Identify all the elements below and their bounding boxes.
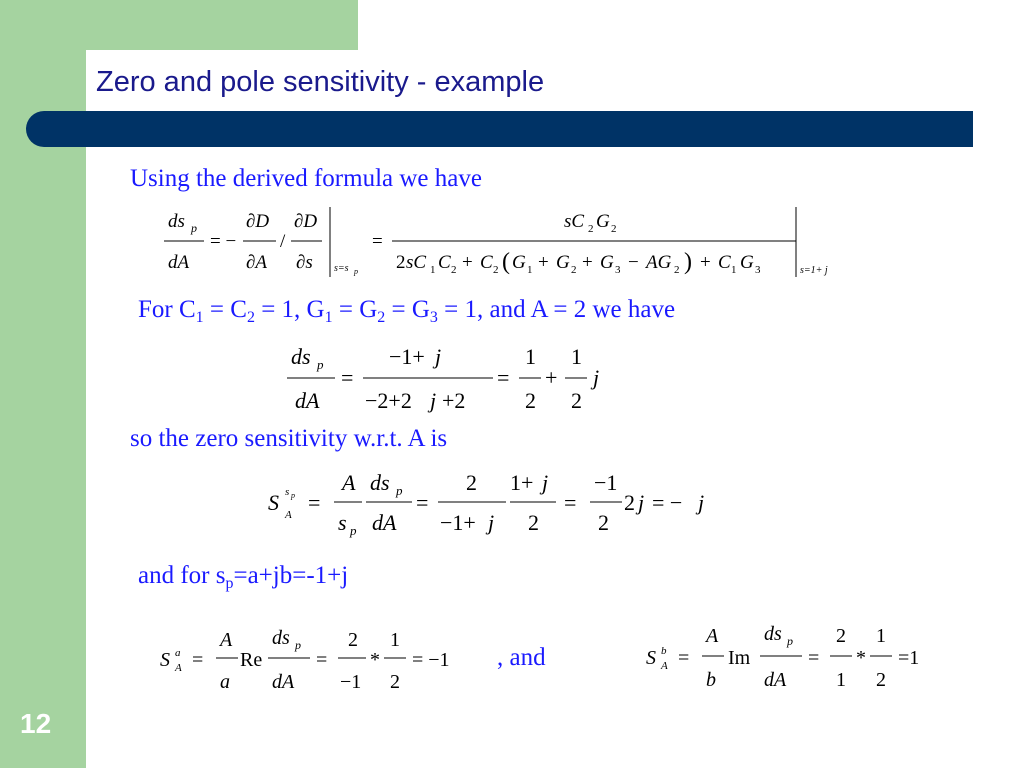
svg-text:C: C (718, 252, 731, 273)
svg-text:=: = (497, 365, 510, 390)
svg-text:G: G (740, 252, 754, 273)
svg-text:C: C (480, 252, 493, 273)
svg-text:−1: −1 (340, 671, 362, 693)
svg-text:b: b (661, 645, 667, 657)
svg-text:A: A (661, 660, 668, 672)
svg-text:G: G (596, 211, 610, 232)
svg-text:2: 2 (611, 223, 617, 235)
svg-text:+: + (582, 252, 593, 273)
svg-text:1+: 1+ (510, 470, 534, 495)
svg-text:p: p (295, 638, 301, 652)
svg-text:ds: ds (168, 211, 185, 232)
svg-text:j: j (435, 344, 442, 369)
svg-text:=: = (416, 490, 429, 515)
svg-text:p: p (291, 491, 295, 500)
svg-text:a: a (220, 671, 230, 693)
equation-sensitivity-a (158, 624, 468, 705)
svg-text:+: + (545, 365, 558, 390)
svg-text:dA: dA (168, 252, 190, 273)
svg-text:2: 2 (528, 510, 539, 535)
svg-text:dA: dA (295, 388, 320, 413)
svg-text:2: 2 (493, 264, 499, 276)
svg-text:sC: sC (564, 211, 585, 232)
svg-text:=: = (678, 647, 690, 669)
svg-text:2: 2 (396, 252, 406, 273)
svg-text:−1+: −1+ (389, 344, 425, 369)
svg-text:ds: ds (291, 344, 311, 369)
pole-definition-text: and for $s_p=a+jb=-1+j$ (138, 562, 349, 592)
svg-text:p: p (354, 267, 358, 276)
svg-text:b: b (706, 669, 716, 691)
svg-text:=: = (341, 365, 354, 390)
svg-text:∂A: ∂A (246, 252, 267, 273)
svg-text:+: + (462, 252, 473, 273)
svg-text:=: = (564, 490, 577, 515)
svg-text:=1: =1 (898, 647, 920, 669)
svg-text:p: p (317, 357, 324, 372)
svg-text:j: j (542, 470, 549, 495)
equation-sensitivity-b (644, 620, 944, 701)
slide-title: Zero and pole sensitivity - example (96, 66, 545, 98)
svg-text:(: ( (502, 249, 510, 275)
svg-text:2: 2 (836, 625, 846, 647)
svg-text:2: 2 (571, 264, 577, 276)
svg-text:1: 1 (876, 625, 886, 647)
svg-text:A: A (220, 629, 233, 651)
svg-text:AG: AG (646, 252, 672, 273)
svg-text:=: = (308, 490, 321, 515)
page-number: 12 (20, 708, 52, 739)
svg-text:A: A (175, 662, 182, 674)
svg-text:∂D: ∂D (294, 211, 318, 232)
svg-text:=: = (372, 231, 383, 252)
svg-text:ds: ds (272, 627, 290, 649)
svg-text:S: S (160, 649, 170, 671)
svg-text:2: 2 (876, 669, 886, 691)
svg-text:+: + (538, 252, 549, 273)
svg-text:1: 1 (731, 264, 737, 276)
svg-text:s: s (338, 510, 347, 535)
svg-text:1: 1 (836, 669, 846, 691)
svg-text:3: 3 (615, 264, 621, 276)
svg-text:Im: Im (728, 647, 751, 669)
svg-text:j: j (488, 510, 495, 535)
svg-text:*: * (370, 649, 380, 671)
svg-text:j: j (638, 490, 645, 515)
svg-text:ds: ds (764, 623, 782, 645)
svg-text:/: / (280, 231, 286, 252)
svg-text:G: G (556, 252, 570, 273)
svg-text:= −1: = −1 (412, 649, 450, 671)
svg-text:A: A (285, 509, 292, 521)
svg-text:dA: dA (372, 510, 397, 535)
svg-text:1: 1 (571, 344, 582, 369)
svg-text:2: 2 (571, 388, 582, 413)
equation-zero-sensitivity (266, 468, 726, 554)
svg-text:2: 2 (348, 629, 358, 651)
and-connector-text: , and (497, 644, 546, 671)
svg-text:S: S (646, 647, 656, 669)
svg-text:s=1+ j: s=1+ j (800, 265, 828, 276)
svg-text:2: 2 (390, 671, 400, 693)
svg-text:s=s: s=s (334, 263, 349, 274)
svg-text:−2+2: −2+2 (365, 388, 412, 413)
svg-text:Re: Re (240, 649, 263, 671)
svg-text:j: j (698, 490, 705, 515)
svg-text:*: * (856, 647, 866, 669)
svg-text:p: p (396, 483, 403, 498)
svg-text:C: C (438, 252, 451, 273)
svg-text:3: 3 (755, 264, 761, 276)
svg-text:=: = (808, 647, 820, 669)
svg-text:p: p (787, 634, 793, 648)
equation-numeric-dsp-da (285, 342, 615, 423)
svg-text:= −: = − (210, 231, 237, 252)
svg-text:2: 2 (598, 510, 609, 535)
svg-text:sC: sC (406, 252, 427, 273)
svg-text:2: 2 (525, 388, 536, 413)
svg-text:A: A (706, 625, 719, 647)
svg-text:dA: dA (272, 671, 295, 693)
svg-text:ds: ds (370, 470, 390, 495)
title-underline-bar (26, 111, 973, 147)
svg-text:+2: +2 (442, 388, 466, 413)
svg-text:=: = (316, 649, 328, 671)
svg-text:−1: −1 (594, 470, 618, 495)
svg-text:2: 2 (588, 223, 594, 235)
svg-text:∂D: ∂D (246, 211, 270, 232)
svg-text:G: G (600, 252, 614, 273)
svg-text:): ) (684, 249, 692, 275)
svg-text:2: 2 (624, 490, 635, 515)
svg-text:+: + (700, 252, 711, 273)
svg-text:2: 2 (674, 264, 680, 276)
svg-text:p: p (350, 523, 357, 538)
svg-text:1: 1 (390, 629, 400, 651)
svg-text:s: s (285, 486, 290, 498)
svg-text:2: 2 (466, 470, 477, 495)
svg-text:A: A (342, 470, 356, 495)
svg-text:G: G (512, 252, 526, 273)
svg-text:=: = (192, 649, 204, 671)
svg-text:2: 2 (451, 264, 457, 276)
svg-text:j: j (593, 365, 600, 390)
svg-text:a: a (175, 647, 181, 659)
zero-sensitivity-text: so the zero sensitivity w.r.t. A is (130, 425, 448, 452)
intro-text: Using the derived formula we have (130, 165, 482, 192)
svg-text:dA: dA (764, 669, 787, 691)
svg-text:= −: = − (652, 490, 683, 515)
svg-text:S: S (268, 490, 279, 515)
equation-derived-formula (160, 205, 850, 291)
svg-text:1: 1 (525, 344, 536, 369)
svg-text:−: − (628, 252, 639, 273)
parameter-values-text: For $C_1 = C_2 = 1$, $G_1 = G_2 = G_3 = 1$, and A = 2 we have (138, 296, 676, 326)
svg-text:∂s: ∂s (296, 252, 313, 273)
svg-text:−1+: −1+ (440, 510, 476, 535)
svg-text:1: 1 (527, 264, 533, 276)
svg-text:p: p (191, 221, 197, 235)
svg-text:1: 1 (430, 264, 436, 276)
svg-text:j: j (430, 388, 437, 413)
